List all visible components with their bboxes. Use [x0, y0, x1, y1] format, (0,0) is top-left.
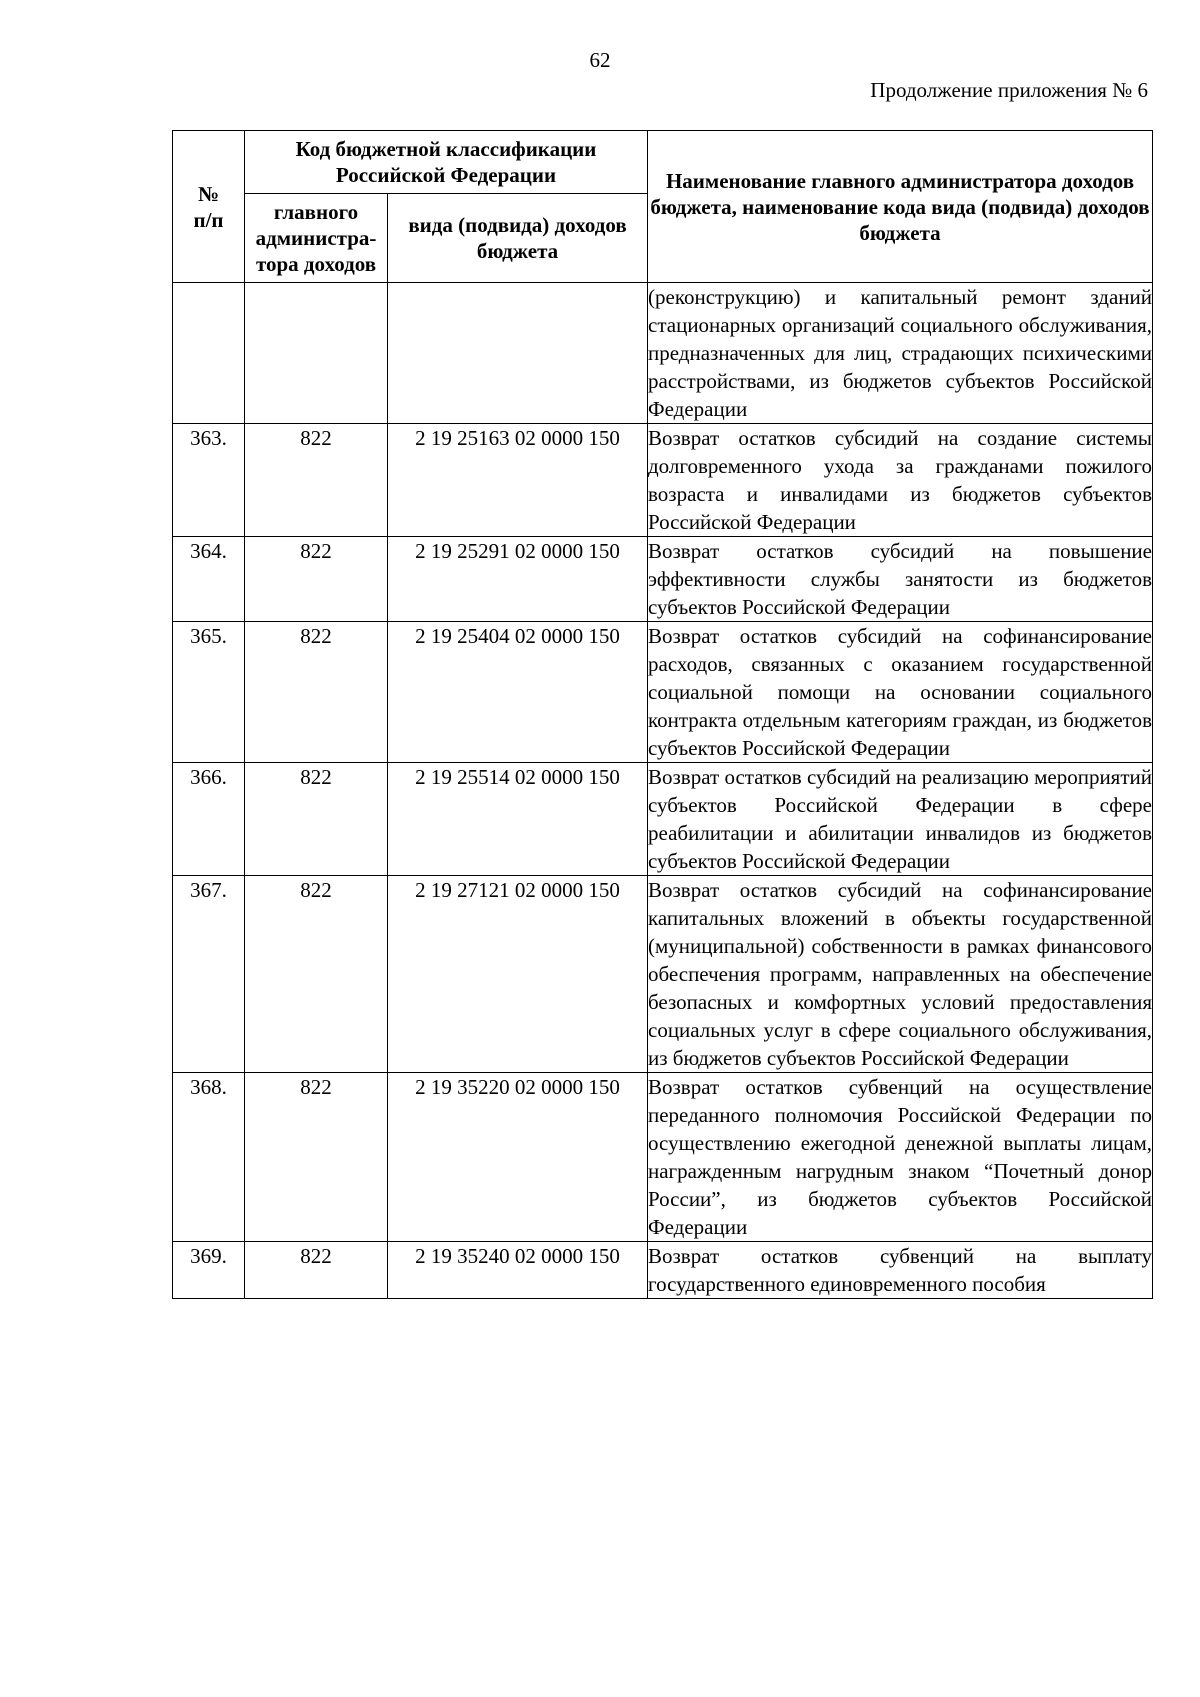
page-number: 62 — [589, 48, 611, 72]
row-income-code: 2 19 35220 02 0000 150 — [388, 1073, 648, 1242]
row-administrator-code: 822 — [245, 424, 388, 537]
table-row — [173, 1073, 1153, 1242]
table-header-row — [173, 131, 1153, 194]
row-administrator-code: 822 — [245, 1073, 388, 1242]
table-row — [173, 283, 1153, 424]
row-administrator-code: 822 — [245, 537, 388, 622]
row-number — [173, 283, 245, 424]
row-name: Возврат остатков субсидий на софинансирование капитальных вложений в объекты государственной (муниципальной) собственности в рамках финансового обеспечения программ, направленных на обеспечение безопасных и комфортных условий предоставления социальных услуг в сфере социального обслуживания, из бюджетов субъектов Российской Федерации — [648, 876, 1153, 1073]
row-income-code: 2 19 35240 02 0000 150 — [388, 1242, 648, 1299]
header-number-abbr: п/п — [193, 207, 224, 232]
row-name: Возврат остатков субсидий на повышение эффективности службы занятости из бюджетов субъектов Российской Федерации — [648, 537, 1153, 622]
row-name: Возврат остатков субсидий на создание системы долговременного ухода за гражданами пожилого возраста и инвалидами из бюджетов субъектов Российской Федерации — [648, 424, 1153, 537]
row-name: Возврат остатков субвенций на осуществление переданного полномочия Российской Федерации по осуществлению ежегодной денежной выплаты лицам, награжденным нагрудным знаком “Почетный донор России”, из бюджетов субъектов Российской Федерации — [648, 1073, 1153, 1242]
row-income-code: 2 19 25163 02 0000 150 — [388, 424, 648, 537]
row-administrator-code: 822 — [245, 876, 388, 1073]
row-administrator-code: 822 — [245, 622, 388, 763]
row-administrator-code: 822 — [245, 1242, 388, 1299]
row-income-code: 2 19 25514 02 0000 150 — [388, 763, 648, 876]
header-name: Наименование главного администратора доходов бюджета, наименование кода вида (подвида) доходов бюджета — [648, 131, 1153, 283]
budget-classification-table — [172, 130, 1153, 1299]
row-income-code — [388, 283, 648, 424]
row-number: 367. — [173, 876, 245, 1073]
row-administrator-code — [245, 283, 388, 424]
row-income-code: 2 19 25291 02 0000 150 — [388, 537, 648, 622]
row-number: 368. — [173, 1073, 245, 1242]
header-number-sign: № — [197, 181, 220, 206]
row-name: Возврат остатков субсидий на реализацию мероприятий субъектов Российской Федерации в сфере реабилитации и абилитации инвалидов из бюджетов субъектов Российской Федерации — [648, 763, 1153, 876]
table-row — [173, 763, 1153, 876]
row-income-code: 2 19 27121 02 0000 150 — [388, 876, 648, 1073]
table-row — [173, 622, 1153, 763]
table-row — [173, 424, 1153, 537]
row-number: 365. — [173, 622, 245, 763]
row-number: 364. — [173, 537, 245, 622]
row-name: Возврат остатков субвенций на выплату государственного единовременного пособия — [648, 1242, 1153, 1299]
row-income-code: 2 19 25404 02 0000 150 — [388, 622, 648, 763]
table-row — [173, 1242, 1153, 1299]
appendix-continuation-label: Продолжение приложения № 6 — [870, 78, 1148, 102]
row-name: (реконструкцию) и капитальный ремонт зданий стационарных организаций социального обслуживания, предназначенных для лиц, страдающих психическими расстройствами, из бюджетов субъектов Российской Федерации — [648, 283, 1153, 424]
header-row-number — [173, 131, 245, 283]
header-main-administrator: главного администра-тора доходов — [245, 194, 388, 283]
row-administrator-code: 822 — [245, 763, 388, 876]
row-number: 366. — [173, 763, 245, 876]
table-row — [173, 537, 1153, 622]
row-name: Возврат остатков субсидий на софинансирование расходов, связанных с оказанием государственной социальной помощи на основании социального контракта отдельным категориям граждан, из бюджетов субъектов Российской Федерации — [648, 622, 1153, 763]
header-classification-code: Код бюджетной классификации Российской Федерации — [245, 131, 648, 194]
table-row — [173, 876, 1153, 1073]
header-income-type: вида (подвида) доходов бюджета — [388, 194, 648, 283]
row-number: 363. — [173, 424, 245, 537]
row-number: 369. — [173, 1242, 245, 1299]
